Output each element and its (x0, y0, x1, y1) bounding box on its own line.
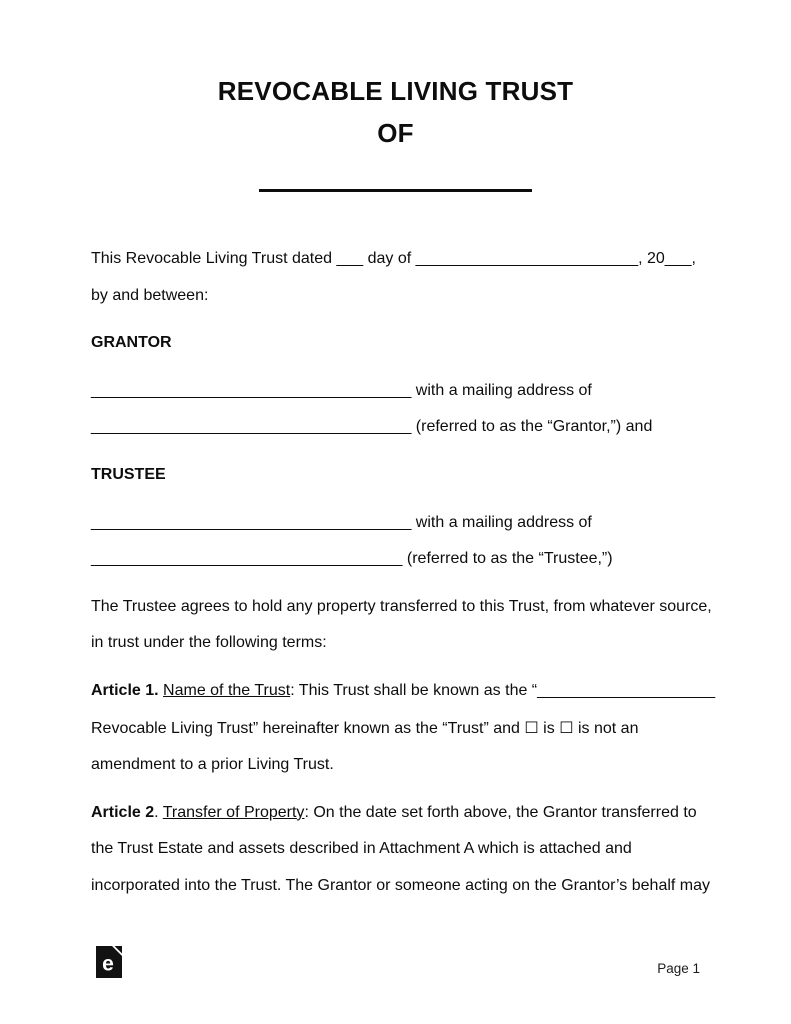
article-1-line-2-pre: Revocable Living Trust” hereinafter known as the “Trust” and (91, 719, 525, 737)
intro-line-2: by and between: (91, 286, 209, 304)
page-number: Page 1 (657, 961, 700, 976)
article-1-line-2-mid: is (538, 719, 560, 737)
article-2-title: Transfer of Property (162, 803, 305, 821)
terms-paragraph (91, 589, 712, 662)
trustee-name-line: ____________________________________ with a mailing address of (91, 513, 592, 531)
article-2-separator: . (154, 803, 163, 821)
article-2-line-3: incorporated into the Trust. The Grantor or someone acting on the Grantor’s behalf may (91, 876, 711, 894)
eforms-logo-icon (96, 946, 122, 978)
intro-line-1: This Revocable Living Trust dated ___ day of _________________________, 20___, (91, 250, 696, 267)
article-2-line-1 (91, 795, 709, 832)
article-2-label: Article 2 (91, 803, 155, 821)
article-1-label: Article 1. (91, 681, 164, 699)
grantor-address-line: ____________________________________ (referred to as the “Grantor,”) and (91, 418, 653, 436)
grantor-heading: GRANTOR (91, 334, 172, 352)
trustee-address-line: ___________________________________ (referred to as the “Trustee,”) (91, 550, 613, 568)
article-1-title: Name of the Trust (163, 681, 291, 699)
article-1-line-2-post: is not an (573, 719, 639, 737)
article-1-line-1-rest: : This Trust shall be known as the “____________________ (290, 681, 716, 699)
is-checkbox[interactable]: ☐ (524, 717, 539, 737)
article-1-paragraph (91, 673, 716, 784)
terms-line-1: The Trustee agrees to hold any property transferred to this Trust, from whatever source, (91, 597, 712, 615)
document-body (91, 241, 716, 916)
article-1-line-3: amendment to a prior Living Trust. (91, 756, 334, 774)
trustee-paragraph (91, 505, 709, 578)
intro-paragraph (91, 241, 709, 314)
terms-line-2: in trust under the following terms: (91, 634, 327, 652)
article-1-line-1 (91, 673, 716, 710)
document-title-of: OF (377, 118, 414, 148)
article-1-line-2 (91, 710, 709, 748)
grantor-paragraph (91, 373, 709, 446)
article-2-paragraph (91, 795, 709, 905)
trust-name-blank-line (259, 189, 532, 192)
document-title: REVOCABLE LIVING TRUST (217, 76, 574, 106)
logo-letter: e (102, 952, 114, 976)
is-not-checkbox[interactable]: ☐ (559, 717, 574, 737)
grantor-name-line: ____________________________________ with a mailing address of (91, 381, 592, 399)
trustee-heading: TRUSTEE (91, 465, 166, 483)
article-2-line-2: the Trust Estate and assets described in Attachment A which is attached and (91, 840, 632, 858)
article-2-line-1-rest: : On the date set forth above, the Grantor transferred to (304, 803, 697, 821)
